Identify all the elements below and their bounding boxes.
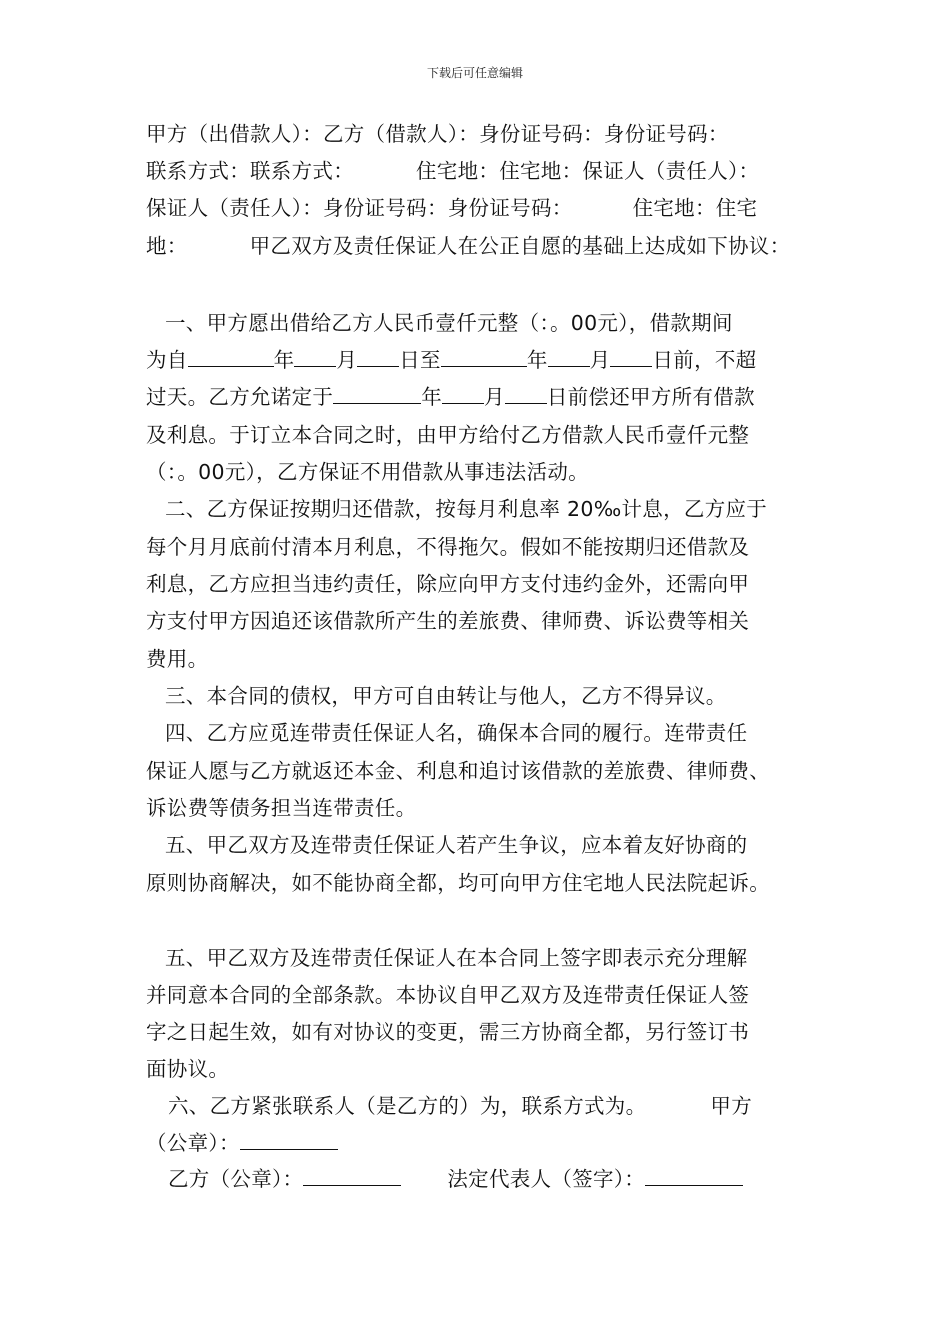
year-label-3: 年	[421, 385, 443, 409]
legal-rep-label: 法定代表人（签字）：	[447, 1167, 646, 1191]
clause1-line-5: （：。00元），乙方保证不用借款从事违法活动。	[146, 460, 589, 484]
blank-month-start[interactable]	[294, 346, 336, 367]
clause1-line-1: 一、甲方愿出借给乙方人民币壹仟元整（：。00元），借款期间	[165, 311, 733, 335]
month-label-2: 月	[589, 348, 611, 372]
blank-month-end[interactable]	[548, 346, 590, 367]
clause4-line-2: 保证人愿与乙方就返还本金、利息和追讨该借款的差旅费、律师费、	[146, 759, 770, 783]
intro-line-4	[146, 232, 790, 260]
date-prefix: 为自	[146, 348, 188, 372]
clause5a-line-1: 五、甲乙双方及连带责任保证人若产生争议，应本着友好协商的	[165, 833, 748, 857]
intro-address: 住宅地：住宅地：保证人（责任人）：	[416, 159, 760, 183]
clause2-line-4: 方支付甲方因追还该借款所产生的差旅费、律师费、诉讼费等相关	[146, 609, 750, 633]
clause1-line-4: 及利息。于订立本合同之时，由甲方给付乙方借款人民币壹仟元整	[146, 423, 750, 447]
month-label: 月	[336, 348, 358, 372]
clause6-text: 六、乙方紧张联系人（是乙方的）为，联系方式为。	[168, 1094, 647, 1118]
blank-repay-year[interactable]	[333, 383, 421, 404]
repay-prefix: 过天。乙方允诺定于	[146, 385, 334, 409]
blank-day-start[interactable]	[357, 346, 399, 367]
intro-guarantor: 保证人（责任人）：身份证号码：身份证号码：	[146, 196, 573, 220]
intro-agreement: 甲乙双方及责任保证人在公正自愿的基础上达成如下协议：	[249, 234, 791, 258]
day-to-label: 日至	[399, 348, 441, 372]
clause5b-line-2: 并同意本合同的全部条款。本协议自甲乙双方及连带责任保证人签	[146, 983, 750, 1007]
blank-year-start[interactable]	[188, 346, 274, 367]
party-b-seal-label: 乙方（公章）：	[168, 1167, 304, 1191]
party-a-seal-blank[interactable]	[240, 1129, 338, 1150]
clause5a-line-2: 原则协商解决，如不能协商全都，均可向甲方住宅地人民法院起诉。	[146, 871, 770, 895]
intro-line-3	[146, 194, 757, 222]
month-label-3: 月	[484, 385, 505, 409]
clause6-line-1	[168, 1092, 752, 1120]
intro-contact: 联系方式：联系方式：	[146, 159, 354, 183]
intro-line-2	[146, 157, 759, 185]
clause4-line-1: 四、乙方应觅连带责任保证人名，确保本合同的履行。连带责任	[165, 721, 748, 745]
blank-day-end[interactable]	[610, 346, 652, 367]
clause5b-line-3: 字之日起生效，如有对协议的变更，需三方协商全都，另行签订书	[146, 1020, 750, 1044]
clause2-line-5: 费用。	[146, 647, 209, 671]
intro-address-3: 地：	[146, 234, 188, 258]
clause1-line-3	[146, 383, 755, 411]
day-before-label: 日前，不超	[652, 348, 757, 372]
repay-tail: 日前偿还甲方所有借款	[546, 385, 755, 409]
signature-line	[168, 1165, 743, 1193]
blank-repay-month[interactable]	[442, 383, 484, 404]
intro-address-2: 住宅地：住宅	[632, 196, 758, 220]
clause5b-line-4: 面协议。	[146, 1057, 230, 1081]
clause6-line-2	[146, 1129, 338, 1157]
clause5b-line-1: 五、甲乙双方及连带责任保证人在本合同上签字即表示充分理解	[165, 946, 748, 970]
intro-line-1: 甲方（出借款人）：乙方（借款人）：身份证号码：身份证号码：	[146, 122, 729, 146]
year-label: 年	[273, 348, 295, 372]
party-a-label: 甲方	[710, 1094, 753, 1118]
year-label-2: 年	[526, 348, 548, 372]
clause2-line-2: 每个月月底前付清本月利息，不得拖欠。假如不能按期归还借款及	[146, 535, 750, 559]
clause2-line-1: 二、乙方保证按期归还借款，按每月利息率 20‰计息，乙方应于	[165, 497, 768, 521]
party-a-seal-label: （公章）：	[146, 1131, 240, 1155]
blank-year-end[interactable]	[441, 346, 527, 367]
clause3-line: 三、本合同的债权，甲方可自由转让与他人，乙方不得异议。	[165, 684, 727, 708]
blank-repay-day[interactable]	[505, 383, 547, 404]
party-b-seal-blank[interactable]	[303, 1165, 401, 1186]
header-note: 下载后可任意编辑	[426, 66, 523, 80]
legal-rep-blank[interactable]	[645, 1165, 743, 1186]
clause2-line-3: 利息，乙方应担当违约责任，除应向甲方支付违约金外，还需向甲	[146, 572, 750, 596]
clause1-line-2	[146, 346, 756, 374]
clause4-line-3: 诉讼费等债务担当连带责任。	[146, 796, 417, 820]
